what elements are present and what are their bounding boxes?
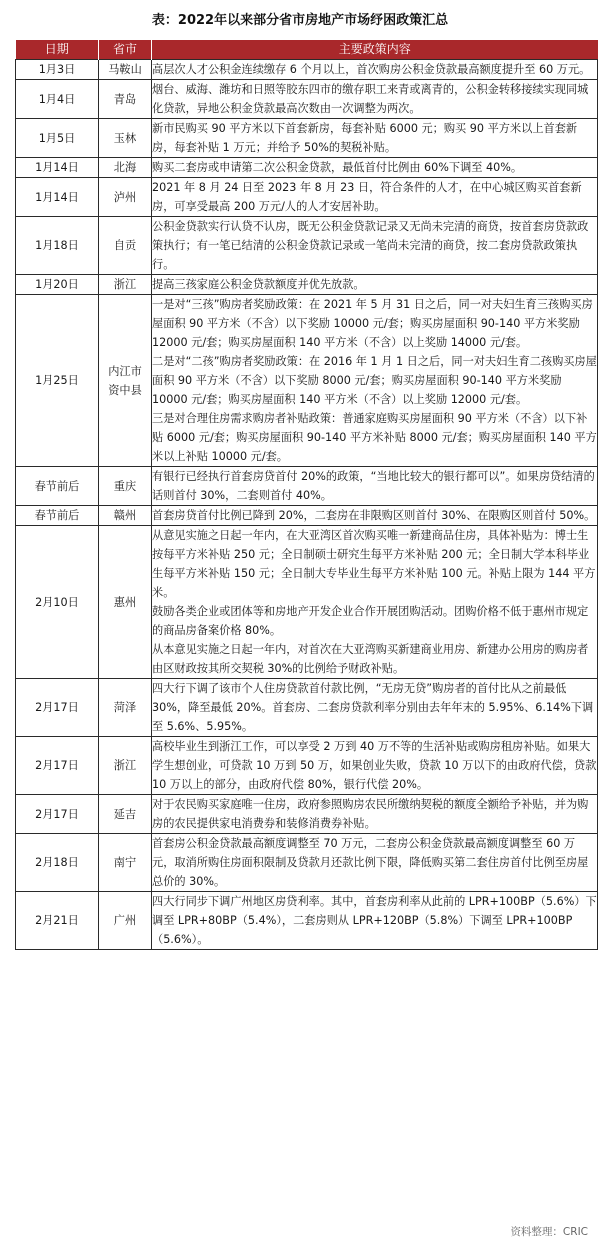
- table-title: 表：2022年以来部分省市房地产市场纾困政策汇总: [151, 13, 449, 28]
- table-row: [16, 158, 598, 178]
- row-date: 1月3日: [16, 60, 99, 80]
- table-row: [16, 60, 598, 80]
- policy-paragraph: 首套房贷首付比例已降到 20%，二套房在非限购区则首付 30%、在限购区则首付 50%。: [152, 509, 596, 522]
- source-note: 资料整理：CRIC: [510, 1226, 588, 1238]
- row-date: 1月25日: [16, 295, 99, 467]
- policy-paragraph: 鼓励各类企业或团体等和房地产开发企业合作开展团购活动。团购价格不低于惠州市规定的商品房备案价格 80%。: [152, 605, 589, 637]
- row-policy-content: [152, 275, 598, 295]
- row-policy-content: [152, 178, 598, 217]
- table-row: [16, 834, 598, 892]
- table-body: [16, 60, 598, 950]
- policy-paragraph: 二是对“二孩”购房者奖励政策：在 2016 年 1 月 1 日之后，同一对夫妇生育二孩购买房屋面积 90 平方米（不含）以下奖励 8000 元/套；购买房屋面积 90-140 平方米奖励 10000 元/套；购买房屋面积 140 平方米（不含）以上奖励 12000 元/套。: [152, 355, 597, 406]
- row-policy-content: [152, 834, 598, 892]
- table-row: [16, 295, 598, 467]
- row-city-line: 内江市: [108, 364, 142, 378]
- row-date: 春节前后: [16, 467, 99, 506]
- table-row: [16, 467, 598, 506]
- table-row: [16, 80, 598, 119]
- table-row: [16, 178, 598, 217]
- row-city-line: 南宁: [113, 856, 137, 869]
- table-row: [16, 679, 598, 737]
- policy-paragraph: 有银行已经执行首套房贷首付 20%的政策，“当地比较大的银行都可以”。如果房贷结清的话则首付 30%，二套则首付 40%。: [152, 470, 595, 502]
- policy-paragraph: 公积金贷款实行认贷不认房，既无公积金贷款记录又无尚未完清的商贷，按首套房贷款政策执行；有一笔已结清的公积金贷款记录或一笔尚未完清的商贷，按二套房贷款政策执行。: [152, 220, 589, 271]
- row-city: [99, 178, 152, 217]
- row-city: [99, 506, 152, 526]
- row-city: [99, 119, 152, 158]
- row-date: 1月14日: [16, 178, 99, 217]
- row-city-line: 自贡: [113, 239, 137, 252]
- policy-paragraph: 提高三孩家庭公积金贷款额度并优先放款。: [152, 278, 365, 291]
- header-date: 日期: [16, 40, 99, 60]
- row-date: 1月14日: [16, 158, 99, 178]
- row-city-line: 惠州: [113, 595, 137, 609]
- row-city: [99, 158, 152, 178]
- row-city-line: 泸州: [113, 190, 137, 204]
- row-policy-content: [152, 526, 598, 679]
- policy-paragraph: 高校毕业生到浙江工作，可以享受 2 万到 40 万不等的生活补贴或购房租房补贴。如果大学生想创业，可贷款 10 万到 50 万，如果创业失败，贷款 10 万以下的由政府代偿，贷款 10 万以上的部分，由政府代偿 80%，银行代偿 20%。: [152, 740, 597, 791]
- row-city-line: 广州: [113, 914, 137, 927]
- policy-paragraph: 四大行下调了该市个人住房贷款首付款比例，“无房无贷”购房者的首付比从之前最低 30%，降至最低 20%。首套房、二套房贷款利率分别由去年年末的 5.95%、6.14%下调至 5.6%、5.95%。: [152, 682, 594, 733]
- row-policy-content: [152, 892, 598, 950]
- row-city: [99, 295, 152, 467]
- row-city: [99, 526, 152, 679]
- policy-paragraph: 从意见实施之日起一年内，在大亚湾区首次购买唯一新建商品住房，具体补贴为：博士生按每平方米补贴 250 元；全日制硕士研究生每平方米补贴 200 元；全日制大学本科毕业生每平方米补贴 150 元；全日制大专毕业生每平方米补贴 100 元。补贴上限为 144 平方米。: [152, 529, 596, 599]
- row-policy-content: [152, 295, 598, 467]
- row-city: [99, 892, 152, 950]
- row-city: [99, 834, 152, 892]
- row-date: 春节前后: [16, 506, 99, 526]
- table-row: [16, 275, 598, 295]
- table-row: [16, 119, 598, 158]
- row-city-line: 北海: [113, 161, 137, 174]
- header-content: 主要政策内容: [152, 40, 598, 60]
- row-city: [99, 80, 152, 119]
- row-city-line: 赣州: [113, 509, 137, 522]
- policy-paragraph: 从本意见实施之日起一年内，对首次在大亚湾购买新建商业用房、新建办公用房的购房者由区财政按其所交契税 30%的比例给予财政补贴。: [152, 643, 589, 675]
- row-city-line: 浙江: [113, 278, 137, 291]
- policy-paragraph: 新市民购买 90 平方米以下首套新房，每套补贴 6000 元；购买 90 平方米以上首套新房，每套补贴 1 万元；并给予 50%的契税补贴。: [152, 122, 578, 154]
- policy-paragraph: 对于农民购买家庭唯一住房，政府参照购房农民所缴纳契税的额度全额给予补贴，并为购房的农民提供家电消费券和装修消费券补贴。: [152, 798, 589, 830]
- header-city: 省市: [99, 40, 152, 60]
- policy-paragraph: 高层次人才公积金连续缴存 6 个月以上，首次购房公积金贷款最高额度提升至 60 万元。: [152, 63, 591, 76]
- row-city: [99, 217, 152, 275]
- row-policy-content: [152, 217, 598, 275]
- row-city: [99, 737, 152, 795]
- table-row: [16, 737, 598, 795]
- policy-paragraph: 首套房公积金贷款最高额度调整至 70 万元，二套房公积金贷款最高额度调整至 60 万元，取消所购住房面积限制及贷款月还款比例下限，降低购买第二套住房首付比例至房屋总价的 30%。: [152, 837, 589, 888]
- table-row: [16, 526, 598, 679]
- policy-paragraph: 购买二套房或申请第二次公积金贷款，最低首付比例由 60%下调至 40%。: [152, 161, 523, 174]
- row-city-line: 菏泽: [113, 701, 137, 714]
- policy-table: [15, 40, 598, 950]
- table-row: [16, 892, 598, 950]
- table-row: [16, 795, 598, 834]
- row-city: [99, 275, 152, 295]
- row-policy-content: [152, 737, 598, 795]
- policy-paragraph: 烟台、威海、潍坊和日照等胶东四市的缴存职工来青或离青的，公积金转移接续实现同城化贷款，异地公积金贷款最高次数由一次调整为两次。: [152, 83, 589, 115]
- row-city-line: 延吉: [113, 807, 137, 821]
- row-date: 2月18日: [16, 834, 99, 892]
- table-row: [16, 506, 598, 526]
- row-city-line: 资中县: [108, 383, 142, 397]
- row-date: 1月20日: [16, 275, 99, 295]
- row-city: [99, 679, 152, 737]
- row-date: 2月17日: [16, 795, 99, 834]
- row-date: 1月5日: [16, 119, 99, 158]
- row-city-line: 玉林: [113, 131, 137, 145]
- row-date: 1月18日: [16, 217, 99, 275]
- row-city: [99, 795, 152, 834]
- row-policy-content: [152, 795, 598, 834]
- row-policy-content: [152, 506, 598, 526]
- row-policy-content: [152, 158, 598, 178]
- row-city-line: 浙江: [113, 759, 137, 772]
- row-date: 1月4日: [16, 80, 99, 119]
- row-date: 2月21日: [16, 892, 99, 950]
- row-date: 2月10日: [16, 526, 99, 679]
- row-policy-content: [152, 679, 598, 737]
- row-city-line: 重庆: [113, 479, 137, 493]
- table-header-row: [16, 40, 598, 60]
- policy-paragraph: 四大行同步下调广州地区房贷利率。其中，首套房利率从此前的 LPR+100BP（5.6%）下调至 LPR+80BP（5.4%），二套房则从 LPR+120BP（5.8%）下调至 LPR+100BP（5.6%）。: [152, 895, 597, 946]
- row-policy-content: [152, 119, 598, 158]
- row-policy-content: [152, 80, 598, 119]
- policy-paragraph: 2021 年 8 月 24 日至 2023 年 8 月 23 日，符合条件的人才，在中心城区购买首套新房，可享受最高 200 万元/人的人才安居补助。: [152, 181, 582, 213]
- row-city-line: 青岛: [113, 92, 137, 106]
- table-row: [16, 217, 598, 275]
- policy-paragraph: 一是对“三孩”购房者奖励政策：在 2021 年 5 月 31 日之后，同一对夫妇生育三孩购买房屋面积 90 平方米（不含）以下奖励 10000 元/套；购买房屋面积 90-140 平方米奖励 12000 元/套；购买房屋面积 140 平方米（不含）以上奖励 14000 元/套。: [152, 298, 593, 349]
- policy-paragraph: 三是对合理住房需求购房者补贴政策：普通家庭购买房屋面积 90 平方米（不含）以下补贴 6000 元/套；购买房屋面积 90-140 平方米补贴 8000 元/套；购买房屋面积 140 平方米以上补贴 10000 元/套。: [152, 412, 597, 463]
- row-policy-content: [152, 60, 598, 80]
- row-city-line: 马鞍山: [108, 63, 142, 76]
- row-city: [99, 60, 152, 80]
- row-date: 2月17日: [16, 679, 99, 737]
- row-city: [99, 467, 152, 506]
- row-date: 2月17日: [16, 737, 99, 795]
- row-policy-content: [152, 467, 598, 506]
